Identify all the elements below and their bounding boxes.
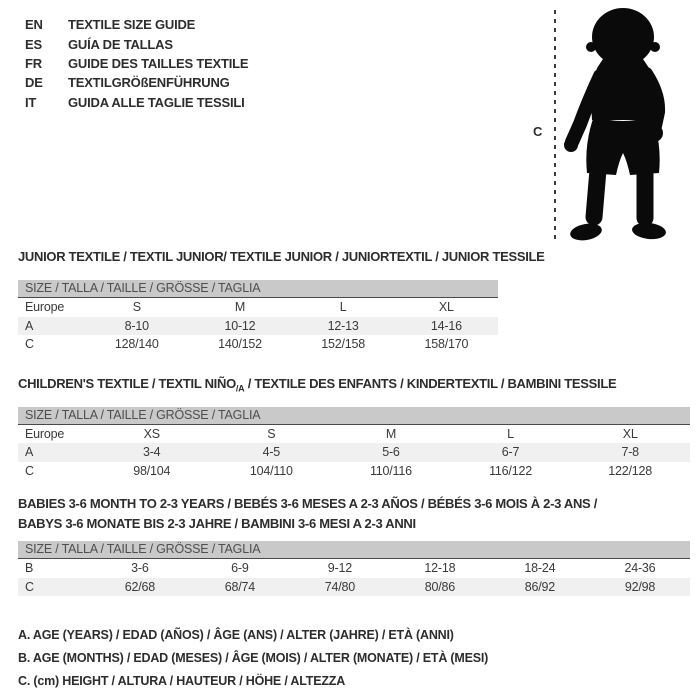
row-label: C	[25, 463, 34, 478]
babies-title-line2: BABYS 3-6 MONATE BIS 2-3 JAHRE / BAMBINI 3-6 MESI A 2-3 ANNI	[18, 515, 416, 531]
table-row-europe	[18, 298, 498, 317]
months-cell: 9-12	[327, 561, 353, 576]
table-row-height	[18, 578, 690, 597]
language-label: TEXTILGRÖßENFÜHRUNG	[68, 75, 230, 91]
height-cell: 62/68	[90, 578, 190, 597]
height-cell: 86/92	[490, 578, 590, 597]
height-cell: 104/110	[249, 463, 293, 478]
footnote-b: B. AGE (MONTHS) / EDAD (MESES) / ÂGE (MOIS) / ALTER (MONATE) / ETÀ (MESI)	[18, 650, 489, 665]
language-list	[25, 15, 248, 112]
children-size-header: SIZE / TALLA / TAILLE / GRÖSSE / TAGLIA	[18, 407, 690, 425]
height-cell: 116/122	[489, 463, 532, 478]
row-label: A	[18, 317, 85, 336]
children-title-text: / TEXTILE DES ENFANTS / KINDERTEXTIL / BAMBINI TESSILE	[244, 376, 617, 391]
children-section	[18, 376, 690, 480]
age-cell: 12-13	[292, 317, 395, 336]
months-cell: 3-6	[131, 561, 149, 576]
size-cell: XL	[438, 300, 454, 315]
junior-section-title: JUNIOR TEXTILE / TEXTIL JUNIOR/ TEXTILE JUNIOR / JUNIORTEXTIL / JUNIOR TESSILE	[18, 249, 545, 264]
height-cell: 110/116	[369, 463, 412, 478]
size-cell: M	[385, 426, 397, 441]
language-code: ES	[25, 36, 42, 52]
height-cell: 98/104	[133, 463, 171, 478]
junior-size-header: SIZE / TALLA / TAILLE / GRÖSSE / TAGLIA	[18, 280, 498, 298]
children-size-table	[18, 425, 690, 481]
babies-size-table	[18, 559, 690, 596]
language-label: GUÍA DE TALLAS	[68, 36, 173, 52]
measure-label-c: C	[533, 124, 543, 139]
language-row-it	[25, 93, 248, 112]
language-code: EN	[25, 17, 43, 33]
age-cell: 7-8	[570, 443, 690, 462]
row-label: B	[25, 561, 34, 576]
height-cell: 140/152	[218, 337, 262, 352]
height-cell: 80/86	[390, 578, 490, 597]
row-label: C	[18, 578, 90, 597]
toddler-silhouette-image	[560, 6, 680, 246]
junior-section	[18, 249, 545, 354]
row-label: Europe	[25, 300, 65, 315]
language-label: GUIDA ALLE TAGLIE TESSILI	[68, 94, 245, 110]
months-cell: 24-36	[624, 561, 656, 576]
footnote-c: C. (cm) HEIGHT / ALTURA / HAUTEUR / HÖHE / ALTEZZA	[18, 673, 346, 688]
language-row-es	[25, 34, 248, 53]
height-cell: 152/158	[321, 337, 366, 352]
height-cell: 128/140	[114, 337, 159, 352]
size-cell: XL	[622, 426, 638, 441]
table-row-height	[18, 462, 690, 481]
table-row-age	[18, 317, 498, 336]
language-label: TEXTILE SIZE GUIDE	[68, 17, 196, 33]
children-title-text: CHILDREN'S TEXTILE / TEXTIL NIÑO	[18, 376, 236, 391]
row-label: A	[18, 443, 92, 462]
babies-size-header: SIZE / TALLA / TAILLE / GRÖSSE / TAGLIA	[18, 541, 690, 559]
language-label: GUIDE DES TAILLES TEXTILE	[68, 55, 249, 71]
junior-size-table	[18, 298, 498, 354]
language-row-de	[25, 73, 248, 92]
language-code: DE	[25, 75, 43, 91]
babies-section	[18, 494, 690, 596]
height-cell: 158/170	[424, 337, 469, 352]
height-cell: 74/80	[290, 578, 390, 597]
language-row-fr	[25, 54, 248, 73]
row-label: C	[25, 337, 34, 352]
age-cell: 6-7	[451, 443, 571, 462]
months-cell: 6-9	[231, 561, 249, 576]
age-cell: 8-10	[85, 317, 188, 336]
height-cell: 68/74	[190, 578, 290, 597]
size-cell: S	[132, 300, 141, 315]
language-code: FR	[25, 55, 42, 71]
size-cell: L	[339, 300, 347, 315]
age-cell: 5-6	[331, 443, 451, 462]
children-section-title	[18, 376, 690, 397]
age-cell: 3-4	[92, 443, 212, 462]
age-cell: 14-16	[395, 317, 498, 336]
language-row-en	[25, 15, 248, 34]
table-row-height	[18, 335, 498, 354]
language-code: IT	[25, 94, 37, 110]
size-cell: XS	[143, 426, 160, 441]
row-label: Europe	[25, 426, 65, 441]
footnotes	[18, 624, 488, 692]
table-row-months	[18, 559, 690, 578]
height-measure-dashed-line	[554, 10, 556, 241]
table-row-age	[18, 443, 690, 462]
size-cell: L	[507, 426, 514, 441]
size-cell: S	[267, 426, 276, 441]
height-cell: 122/128	[608, 463, 653, 478]
months-cell: 12-18	[424, 561, 456, 576]
children-title-subscript: /A	[235, 383, 245, 394]
table-row-europe	[18, 425, 690, 444]
babies-title-line1: BABIES 3-6 MONTH TO 2-3 YEARS / BEBÉS 3-6 MESES A 2-3 AÑOS / BÉBÉS 3-6 MOIS À 2-3 ANS /	[18, 496, 598, 511]
size-cell: M	[234, 300, 246, 315]
footnote-a: A. AGE (YEARS) / EDAD (AÑOS) / ÂGE (ANS) / ALTER (JAHRE) / ETÀ (ANNI)	[18, 628, 454, 642]
height-cell: 92/98	[590, 578, 690, 597]
months-cell: 18-24	[524, 561, 556, 576]
age-cell: 4-5	[212, 443, 332, 462]
age-cell: 10-12	[188, 317, 291, 336]
babies-section-title	[18, 494, 690, 533]
